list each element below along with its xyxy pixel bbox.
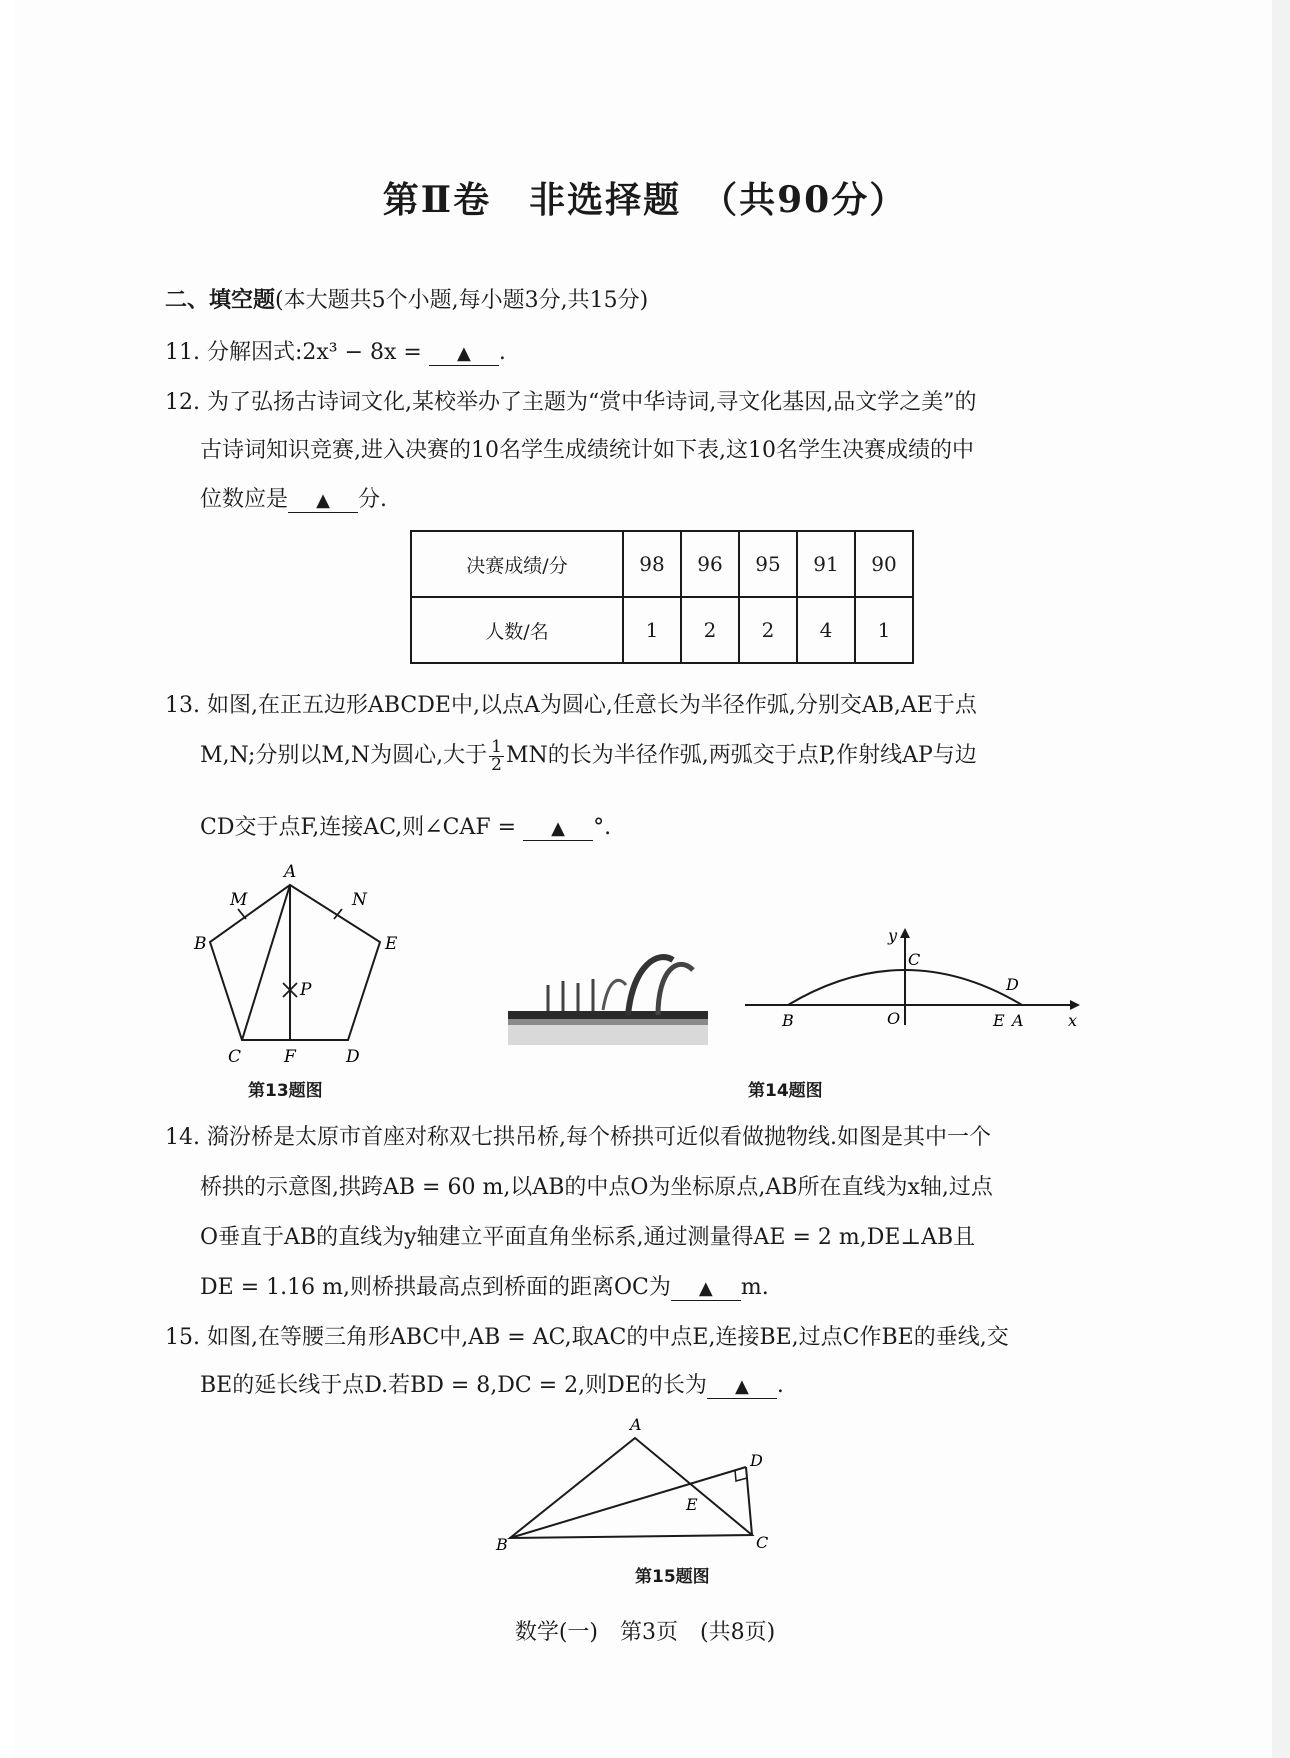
label-N: N xyxy=(352,890,367,910)
label-O: O xyxy=(887,1009,901,1028)
label-x: x xyxy=(1068,1011,1078,1030)
q15-line-2 xyxy=(200,1368,784,1399)
bridge-deck xyxy=(508,1011,708,1019)
blank-mark: ▲ xyxy=(316,490,330,511)
table-cell: 1 xyxy=(623,597,681,663)
label-A: A xyxy=(284,862,297,882)
q13-line-3 xyxy=(200,810,611,841)
arch-3 xyxy=(603,980,626,1010)
label-B: B xyxy=(194,934,207,954)
page-footer: 数学(一) 第3页 (共8页) xyxy=(514,1620,776,1645)
section-title: 二、填空题 xyxy=(165,287,276,313)
label-y: y xyxy=(888,926,898,945)
q12-line-3-suffix: 分. xyxy=(358,487,388,512)
table-cell: 2 xyxy=(739,597,797,663)
table-header-score: 决赛成绩/分 xyxy=(411,531,623,597)
table-cell: 90 xyxy=(855,531,913,597)
table-header-count: 人数/名 xyxy=(411,597,623,663)
table-cell: 4 xyxy=(797,597,855,663)
x-axis-arrow xyxy=(1070,1000,1080,1010)
q13-line-2 xyxy=(200,738,977,774)
table-row xyxy=(411,597,913,663)
figure-13-pentagon xyxy=(180,855,420,1070)
q13-line-3-suffix: °. xyxy=(593,815,612,840)
q15-line-2-text: BE的延长线于点D.若BD = 8,DC = 2,则DE的长为 xyxy=(200,1373,707,1398)
blank-mark: ▲ xyxy=(698,1278,713,1299)
answer-blank-12 xyxy=(288,487,358,513)
fraction-denominator: 2 xyxy=(491,754,502,775)
label-E: E xyxy=(385,934,398,954)
label-D: D xyxy=(1006,975,1019,994)
q14-line-3: O垂直于AB的直线为y轴建立平面直角坐标系,通过测量得AE = 2 m,DE⊥AB且 xyxy=(200,1225,976,1250)
q15-line-2-suffix: . xyxy=(776,1373,784,1398)
q14-line-2: 桥拱的示意图,拱跨AB = 60 m,以AB的中点O为坐标原点,AB所在直线为x轴,过点 xyxy=(200,1175,993,1200)
table-cell: 2 xyxy=(681,597,739,663)
figure-14-parabola xyxy=(740,920,1090,1045)
q12-line-2: 古诗词知识竞赛,进入决赛的10名学生成绩统计如下表,这10名学生决赛成绩的中 xyxy=(200,438,974,463)
answer-blank-14 xyxy=(671,1275,741,1301)
question-11 xyxy=(165,335,506,366)
figure-14-caption: 第14题图 xyxy=(748,1081,823,1101)
q14-line-1: 14. 漪汾桥是太原市首座对称双七拱吊桥,每个桥拱可近似看做抛物线.如图是其中一个 xyxy=(165,1125,991,1150)
page-edge-shadow xyxy=(1272,0,1290,1758)
section-heading xyxy=(165,283,648,314)
segment-AC xyxy=(242,885,290,1040)
segment-DC xyxy=(746,1467,752,1535)
table-cell: 95 xyxy=(739,531,797,597)
right-angle-mark xyxy=(735,1470,747,1481)
segment-BD xyxy=(510,1467,746,1538)
q14-line-4-text: DE = 1.16 m,则桥拱最高点到桥面的距离OC为 xyxy=(200,1275,671,1300)
fraction-numerator: 1 xyxy=(491,736,502,757)
bridge-shadow xyxy=(508,1019,708,1025)
label-C: C xyxy=(756,1533,769,1552)
blank-mark: ▲ xyxy=(551,818,565,839)
q12-line-1: 12. 为了弘扬古诗词文化,某校举办了主题为“赏中华诗词,寻文化基因,品文学之美”的 xyxy=(165,390,977,415)
tick-M xyxy=(238,909,246,919)
label-D: D xyxy=(750,1451,763,1470)
triangle-ABC xyxy=(510,1438,752,1538)
page-title: 第Ⅱ卷 非选择题 （共90分） xyxy=(382,179,908,221)
label-A: A xyxy=(630,1415,642,1434)
label-E: E xyxy=(686,1495,698,1514)
label-P: P xyxy=(300,980,312,1000)
q12-line-3 xyxy=(200,482,387,513)
q15-line-1: 15. 如图,在等腰三角形ABC中,AB = AC,取AC的中点E,连接BE,过点C作BE的垂线,交 xyxy=(165,1325,1009,1350)
score-table xyxy=(410,530,914,664)
bridge-photo xyxy=(508,945,708,1045)
q14-line-4 xyxy=(200,1270,769,1301)
q11-text: 11. 分解因式:2x³ − 8x = xyxy=(165,340,429,365)
label-A: A xyxy=(1012,1011,1024,1030)
q13-line-2b: MN的长为半径作弧,两弧交于点P,作射线AP与边 xyxy=(506,743,977,768)
q11-suffix: . xyxy=(498,340,506,365)
label-C: C xyxy=(228,1047,242,1067)
answer-blank-15 xyxy=(707,1373,777,1399)
fraction-one-half xyxy=(489,736,504,775)
answer-blank-11 xyxy=(429,340,499,366)
label-M: M xyxy=(230,890,248,910)
label-E: E xyxy=(993,1011,1005,1030)
label-F: F xyxy=(284,1047,296,1067)
blank-mark: ▲ xyxy=(734,1376,749,1397)
label-D: D xyxy=(346,1047,360,1067)
arch-1 xyxy=(628,957,673,1015)
label-C: C xyxy=(908,950,921,969)
answer-blank-13 xyxy=(523,815,593,841)
q13-line-3-text: CD交于点F,连接AC,则∠CAF = xyxy=(200,815,524,840)
y-axis-arrow xyxy=(900,928,910,938)
label-B: B xyxy=(496,1535,508,1554)
q13-line-1: 13. 如图,在正五边形ABCDE中,以点A为圆心,任意长为半径作弧,分别交AB,AE于点 xyxy=(165,693,977,718)
label-B: B xyxy=(782,1011,794,1030)
figure-15-caption: 第15题图 xyxy=(635,1567,710,1587)
section-note: (本大题共5个小题,每小题3分,共15分) xyxy=(275,288,649,313)
q13-line-2a: M,N;分别以M,N为圆心,大于 xyxy=(200,743,488,768)
table-cell: 98 xyxy=(623,531,681,597)
table-cell: 91 xyxy=(797,531,855,597)
q12-line-3-text: 位数应是 xyxy=(200,487,289,512)
table-cell: 1 xyxy=(855,597,913,663)
table-row xyxy=(411,531,913,597)
table-cell: 96 xyxy=(681,531,739,597)
figure-15-triangle xyxy=(490,1410,800,1560)
figure-13-caption: 第13题图 xyxy=(248,1081,323,1101)
q14-line-4-suffix: m. xyxy=(740,1275,769,1300)
blank-mark: ▲ xyxy=(456,343,471,364)
arch-2 xyxy=(658,964,693,1015)
